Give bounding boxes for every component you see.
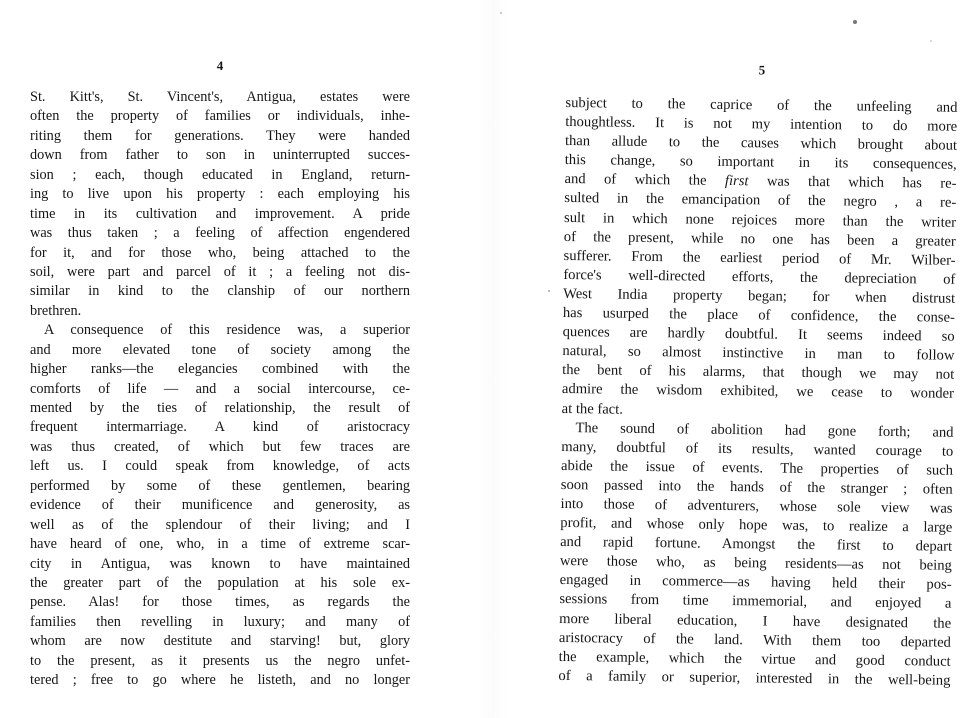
text-line: abide the issue of events. The properties of such xyxy=(560,457,954,479)
text-line: similar in kind to the clanship of our northern xyxy=(30,283,410,300)
text-line: frequent intermarriage. A kind of aristocracy xyxy=(30,419,410,436)
text-line: comforts of life — and a social intercourse, ce- xyxy=(30,380,410,397)
left-page xyxy=(30,58,410,691)
text-line: tered ; free to go where he listeth, and no longer xyxy=(30,672,410,689)
text-line: for it, and for those who, being attached to the xyxy=(30,244,410,261)
scan-speck xyxy=(548,290,550,292)
text-line: admire the wisdom exhibited, we cease to wonder xyxy=(561,381,955,403)
text-line: and more elevated tone of society among the xyxy=(30,341,410,358)
text-line: time in its cultivation and improvement. A pride xyxy=(30,205,410,222)
text-line: pense. Alas! for those times, as regards the xyxy=(30,594,410,611)
text-line: force's well-directed efforts, the depreciation of xyxy=(563,266,956,288)
text-segment: was that which has re- xyxy=(766,173,957,193)
text-line: the greater part of the population at his sole ex- xyxy=(30,574,410,591)
text-line: soon passed into the hands of the stranger ; often xyxy=(560,476,953,498)
page-number-left: 4 xyxy=(216,58,224,73)
right-page xyxy=(558,60,958,691)
text-line: subject to the caprice of the unfeeling and xyxy=(565,94,958,116)
text-line: sufferer. From the earliest period of Mr. Wilber- xyxy=(563,247,956,269)
text-line: whom are now destitute and starving! but, glory xyxy=(30,633,410,650)
text-line: natural, so almost instinctive in man to follow xyxy=(562,343,955,364)
text-line: has usurped the place of confidence, the conse- xyxy=(562,305,955,326)
scan-speck xyxy=(853,20,857,24)
text-line: of a family or superior, interested in the well-being xyxy=(558,667,951,689)
left-page-text xyxy=(30,88,410,691)
text-line: was thus taken ; a feeling of affection engendered xyxy=(30,225,410,242)
text-line: engaged in commerce—as having held their pos- xyxy=(559,572,952,594)
text-line: sulted in the emancipation of the negro , a re- xyxy=(564,190,957,212)
text-line: and rapid fortune. Amongst the first to depart xyxy=(560,534,953,555)
text-line: profit, and whose only hope was, to realize a large xyxy=(560,515,953,536)
text-line: of the present, while no one has been a greater xyxy=(563,228,956,250)
text-line: than allude to the causes which brought about xyxy=(564,133,958,154)
text-line: to the present, as it presents us the negro unfet- xyxy=(30,652,410,669)
text-line: city in Antigua, was known to have maintained xyxy=(30,555,410,572)
text-line: performed by some of these gentlemen, bearing xyxy=(30,477,410,494)
text-line: at the fact. xyxy=(561,400,624,418)
text-line: left us. I could speak from knowledge, of acts xyxy=(30,458,410,475)
text-line: West India property began; for when distrust xyxy=(563,285,956,307)
text-line: evidence of their munificence and generosity, as xyxy=(30,497,410,514)
text-line: riting them for generations. They were handed xyxy=(30,127,410,144)
text-line: higher ranks—the elegancies combined with the xyxy=(30,361,410,378)
text-line: were those who, as being residents—as not being xyxy=(559,553,952,575)
scan-speck xyxy=(930,40,932,42)
text-line: have heard of one, who, in a time of extreme scar- xyxy=(30,536,410,553)
text-line: thoughtless. It is not my intention to do more xyxy=(565,114,958,135)
text-line: A consequence of this residence was, a superior xyxy=(44,322,410,339)
text-line: often the property of families or individuals, inhe- xyxy=(30,108,410,125)
text-line: mented by the ties of relationship, the result of xyxy=(30,400,410,416)
text-line: this change, so important in its consequences, xyxy=(564,152,957,174)
text-line: many, doubtful of its results, wanted courage to xyxy=(561,438,954,460)
text-line: was thus created, of which but few traces are xyxy=(30,438,410,455)
text-line: sion ; each, though educated in England, return- xyxy=(30,166,410,183)
text-line: aristocracy of the land. With them too departed xyxy=(558,629,952,651)
text-line: more liberal education, I have designated the xyxy=(559,610,952,632)
text-line: into those of adventurers, whose sole view was xyxy=(560,495,953,517)
italic-word: first xyxy=(724,173,749,190)
text-line: The sound of abolition had gone forth; and xyxy=(575,419,954,441)
text-line: St. Kitt's, St. Vincent's, Antigua, estates were xyxy=(30,89,410,105)
page-number-right: 5 xyxy=(758,62,766,78)
text-line: sult in which none rejoices more than the writer xyxy=(563,209,957,231)
text-line: well as of the splendour of their living; and I xyxy=(30,516,410,533)
text-line: down from father to son in uninterrupted succes- xyxy=(30,147,410,164)
scan-speck xyxy=(500,12,502,14)
gutter-shadow xyxy=(478,0,508,718)
text-line: quences are hardly doubtful. It seems indeed so xyxy=(562,324,955,345)
text-line: sessions from time immemorial, and enjoyed a xyxy=(559,591,952,613)
right-page-text xyxy=(558,94,957,691)
text-line: the bent of his alarms, that though we may not xyxy=(562,362,955,384)
text-line: soil, were part and parcel of it ; a feeling not dis- xyxy=(30,263,410,280)
text-line: brethren. xyxy=(30,302,82,319)
text-segment: and of which the xyxy=(564,171,707,190)
text-line: ing to live upon his property : each employing his xyxy=(30,186,410,203)
text-line: the example, which the virtue and good conduct xyxy=(558,648,951,670)
text-line: families then revelling in luxury; and many of xyxy=(30,613,410,630)
